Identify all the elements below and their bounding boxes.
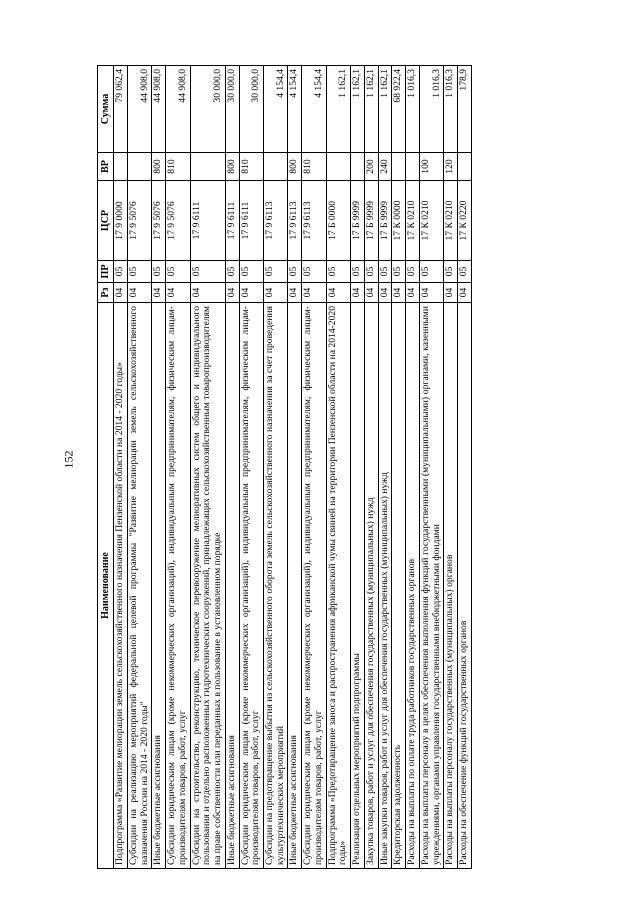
cell-vr	[351, 153, 365, 181]
cell-pr: 05	[239, 261, 263, 283]
cell-rz: 04	[225, 283, 239, 303]
cell-pr: 05	[419, 261, 443, 283]
cell-pr: 05	[364, 261, 378, 283]
cell-vr	[458, 153, 472, 181]
cell-csr: 17 К 0220	[458, 181, 472, 261]
cell-name: Субсидии на строительство, реконструкцию, техническое перевооружение мелиоративных систем общего и индивидуального пользования и отдельно расположенных гидротехнических сооружений, принадлежащих сельскохозяйственным товаропроизводителям на праве собственности или переданных в пользование в установленном порядке	[190, 303, 225, 869]
cell-sum: 1 016,3	[406, 66, 420, 153]
cell-csr: 17 9 6113	[264, 181, 288, 261]
cell-pr: 05	[444, 261, 458, 283]
header-vr: ВР	[98, 153, 114, 181]
cell-vr	[326, 153, 350, 181]
cell-rz: 04	[264, 283, 288, 303]
cell-csr: 17 9 6111	[190, 181, 225, 261]
cell-sum: 30 000,0	[225, 66, 239, 153]
cell-sum: 1 016,3	[444, 66, 458, 153]
header-pr: ПР	[98, 261, 114, 283]
cell-name: Иные бюджетные ассигнования	[225, 303, 239, 869]
table-row	[225, 66, 239, 869]
cell-pr: 05	[351, 261, 365, 283]
cell-rz: 04	[326, 283, 350, 303]
cell-csr: 17 9 0000	[114, 181, 128, 261]
cell-pr: 05	[225, 261, 239, 283]
cell-name: Субсидии на реализацию мероприятий федеральной целевой программы "Развитие мелиорации земель сельскохозяйственного назначения России на 2014 - 2020 годы"	[127, 303, 151, 869]
cell-sum: 44 908,0	[152, 66, 166, 153]
cell-name: Субсидии юридическим лицам (кроме некоммерческих организаций), индивидуальным предпринимателям, физическим лицам-производителям товаров, работ, услуг	[166, 303, 190, 869]
table-row	[406, 66, 420, 869]
header-rz: Рз	[98, 283, 114, 303]
budget-table	[97, 65, 472, 869]
cell-pr: 05	[114, 261, 128, 283]
cell-name: Расходы на обеспечение функций государственных органов	[458, 303, 472, 869]
cell-vr	[406, 153, 420, 181]
cell-name: Расходы на выплаты персоналу в целях обеспечения выполнения функций государственными (муниципальными) органами, казенными учреждениями, органами управления государственными внебюджетными фондами	[419, 303, 443, 869]
cell-sum: 4 154,4	[264, 66, 288, 153]
cell-csr: 17 9 5076	[166, 181, 190, 261]
cell-vr: 240	[378, 153, 392, 181]
cell-rz: 04	[364, 283, 378, 303]
cell-vr	[127, 153, 151, 181]
table-row	[239, 66, 263, 869]
cell-csr: 17 Б 9999	[378, 181, 392, 261]
cell-name: Закупка товаров, работ и услуг для обеспечения государственных (муниципальных) нужд	[364, 303, 378, 869]
cell-vr: 200	[364, 153, 378, 181]
cell-vr	[392, 153, 406, 181]
cell-csr: 17 9 5076	[127, 181, 151, 261]
cell-sum: 44 908,0	[127, 66, 151, 153]
page-number: 152	[61, 450, 76, 469]
cell-vr: 810	[302, 153, 326, 181]
table-row	[364, 66, 378, 869]
cell-sum: 30 000,0	[190, 66, 225, 153]
header-sum: Сумма	[98, 66, 114, 153]
cell-sum: 4 154,4	[288, 66, 302, 153]
table-header-row	[98, 66, 114, 869]
cell-pr: 05	[190, 261, 225, 283]
cell-csr: 17 9 6113	[302, 181, 326, 261]
cell-vr: 800	[225, 153, 239, 181]
cell-rz: 04	[152, 283, 166, 303]
cell-csr: 17 Б 9999	[364, 181, 378, 261]
cell-csr: 17 К 0210	[444, 181, 458, 261]
cell-vr	[190, 153, 225, 181]
cell-rz: 04	[458, 283, 472, 303]
cell-name: Иные бюджетные ассигнования	[288, 303, 302, 869]
cell-name: Иные бюджетные ассигнования	[152, 303, 166, 869]
cell-name: Субсидии юридическим лицам (кроме некоммерческих организаций), индивидуальным предпринимателям, физическим лицам-производителям товаров, работ, услуг	[302, 303, 326, 869]
table-row	[392, 66, 406, 869]
cell-vr	[264, 153, 288, 181]
cell-sum: 4 154,4	[302, 66, 326, 153]
cell-rz: 04	[166, 283, 190, 303]
cell-rz: 04	[444, 283, 458, 303]
cell-rz: 04	[392, 283, 406, 303]
cell-csr: 17 К 0210	[419, 181, 443, 261]
cell-vr: 800	[152, 153, 166, 181]
cell-csr: 17 9 6113	[288, 181, 302, 261]
cell-sum: 79 062,4	[114, 66, 128, 153]
table-row	[326, 66, 350, 869]
cell-name: Подпрограмма «Предотвращение заноса и распространения африканской чумы свиней на территории Пензенской области на 2014-2020 годы»	[326, 303, 350, 869]
cell-rz: 04	[378, 283, 392, 303]
cell-name: Субсидии юридическим лицам (кроме некоммерческих организаций), индивидуальным предпринимателям, физическим лицам-производителям товаров, работ, услуг	[239, 303, 263, 869]
cell-sum: 44 908,0	[166, 66, 190, 153]
table-row	[114, 66, 128, 869]
cell-sum: 1 162,1	[378, 66, 392, 153]
cell-rz: 04	[127, 283, 151, 303]
cell-sum: 1 162,1	[351, 66, 365, 153]
cell-pr: 05	[406, 261, 420, 283]
table-row	[444, 66, 458, 869]
table-body	[114, 66, 472, 869]
cell-rz: 04	[351, 283, 365, 303]
cell-csr: 17 К 0000	[392, 181, 406, 261]
cell-rz: 04	[406, 283, 420, 303]
cell-name: Кредиторская задолженность	[392, 303, 406, 869]
cell-rz: 04	[239, 283, 263, 303]
table-row	[166, 66, 190, 869]
cell-vr: 100	[419, 153, 443, 181]
cell-csr: 17 9 6111	[239, 181, 263, 261]
cell-pr: 05	[166, 261, 190, 283]
cell-rz: 04	[419, 283, 443, 303]
cell-name: Подпрограмма «Развитие мелиорации земель сельскохозяйственного назначения Пензенской области на 2014 - 2020 годы»	[114, 303, 128, 869]
cell-pr: 05	[152, 261, 166, 283]
cell-sum: 1 162,1	[364, 66, 378, 153]
cell-vr: 810	[239, 153, 263, 181]
table-row	[152, 66, 166, 869]
cell-vr	[114, 153, 128, 181]
table-row	[288, 66, 302, 869]
cell-csr: 17 Б 9999	[351, 181, 365, 261]
cell-sum: 30 000,0	[239, 66, 263, 153]
cell-name: Расходы на выплаты по оплате труда работников государственных органов	[406, 303, 420, 869]
cell-vr: 120	[444, 153, 458, 181]
cell-pr: 05	[326, 261, 350, 283]
cell-csr: 17 Б 0000	[326, 181, 350, 261]
cell-name: Расходы на выплаты персоналу государственных (муниципальных) органов	[444, 303, 458, 869]
table-row	[351, 66, 365, 869]
table-row	[264, 66, 288, 869]
cell-sum: 178,9	[458, 66, 472, 153]
table-row	[302, 66, 326, 869]
table-row	[378, 66, 392, 869]
cell-name: Иные закупки товаров, работ и услуг для обеспечения государственных (муниципальных) нужд	[378, 303, 392, 869]
cell-rz: 04	[114, 283, 128, 303]
budget-table-container	[97, 66, 564, 869]
table-row	[127, 66, 151, 869]
cell-csr: 17 9 6111	[225, 181, 239, 261]
header-name: Наименование	[98, 303, 114, 869]
cell-pr: 05	[127, 261, 151, 283]
table-row	[190, 66, 225, 869]
cell-sum: 1 162,1	[326, 66, 350, 153]
cell-pr: 05	[288, 261, 302, 283]
cell-name: Реализация отдельных мероприятий подпрограммы	[351, 303, 365, 869]
cell-pr: 05	[392, 261, 406, 283]
table-row	[419, 66, 443, 869]
cell-pr: 05	[302, 261, 326, 283]
cell-pr: 05	[264, 261, 288, 283]
cell-csr: 17 9 5076	[152, 181, 166, 261]
cell-rz: 04	[190, 283, 225, 303]
table-row	[458, 66, 472, 869]
header-csr: ЦСР	[98, 181, 114, 261]
cell-vr: 810	[166, 153, 190, 181]
cell-csr: 17 К 0210	[406, 181, 420, 261]
cell-pr: 05	[458, 261, 472, 283]
cell-rz: 04	[302, 283, 326, 303]
cell-vr: 800	[288, 153, 302, 181]
cell-name: Субсидии на предотвращение выбытия из сельскохозяйственного оборота земель сельскохозяйственного назначения за счет проведения культуртехнических мероприятий	[264, 303, 288, 869]
cell-pr: 05	[378, 261, 392, 283]
cell-sum: 1 016,3	[419, 66, 443, 153]
cell-sum: 68 922,4	[392, 66, 406, 153]
cell-rz: 04	[288, 283, 302, 303]
